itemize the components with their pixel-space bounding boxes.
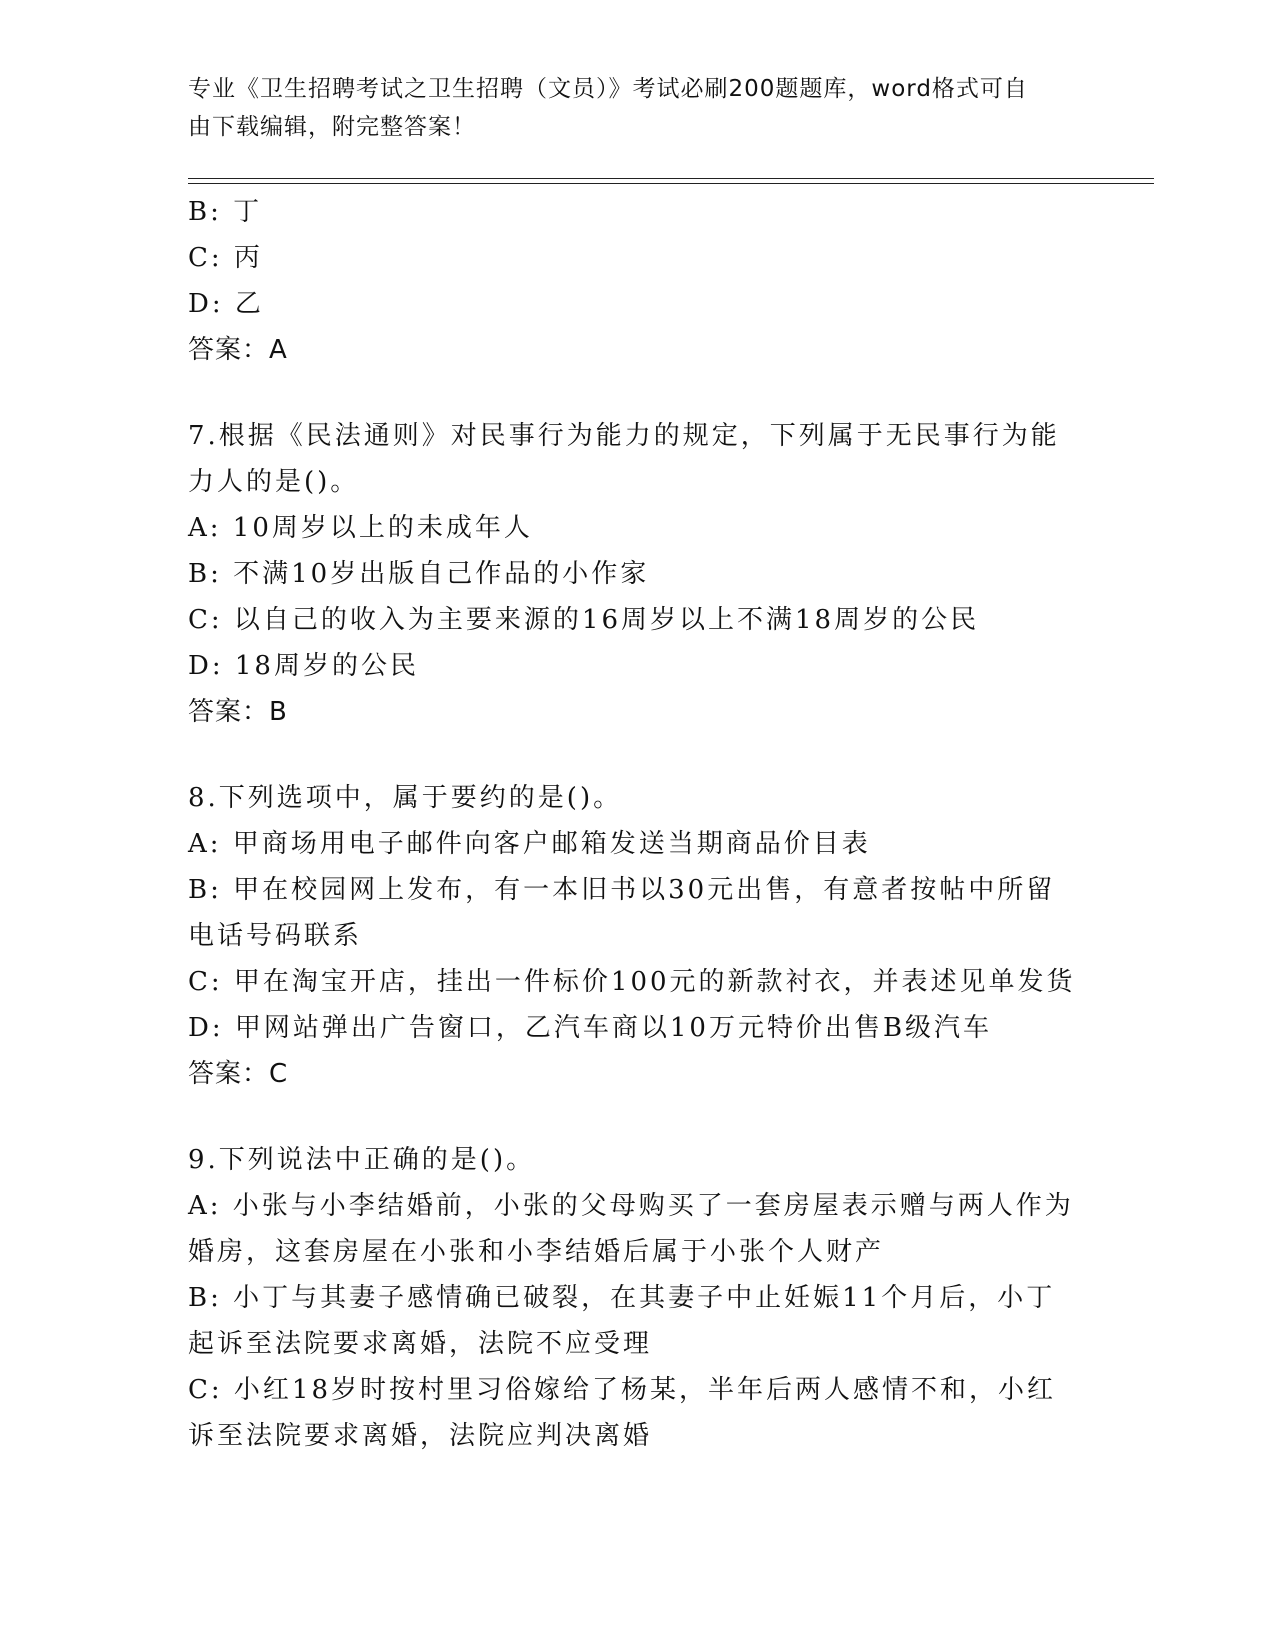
option-a-continued: 婚房，这套房屋在小张和小李结婚后属于小张个人财产 <box>188 1237 885 1267</box>
header-divider-bottom <box>188 183 1154 184</box>
question-gap <box>188 735 1088 775</box>
document-header <box>188 70 1068 146</box>
question-8 <box>188 775 1088 1097</box>
option-c: C: 丙 <box>188 243 263 273</box>
question-6-tail <box>188 189 1088 373</box>
question-stem: 8.下列选项中，属于要约的是()。 <box>188 783 623 813</box>
option-b: B: 丁 <box>188 197 263 227</box>
header-line-1: 专业《卫生招聘考试之卫生招聘（文员）》考试必刷200题题库，word格式可自 <box>188 76 1028 102</box>
option-b-continued: 起诉至法院要求离婚，法院不应受理 <box>188 1329 653 1359</box>
question-stem-continued: 力人的是()。 <box>188 467 360 497</box>
answer-label: 答案：A <box>188 335 288 365</box>
answer-label: 答案：B <box>188 697 288 727</box>
option-a: A: 10周岁以上的未成年人 <box>188 513 533 543</box>
option-b: B: 甲在校园网上发布，有一本旧书以30元出售，有意者按帖中所留 <box>188 875 1056 905</box>
option-d: D: 乙 <box>188 289 264 319</box>
option-d: D: 18周岁的公民 <box>188 651 419 681</box>
option-c-continued: 诉至法院要求离婚，法院应判决离婚 <box>188 1421 653 1451</box>
question-stem: 9.下列说法中正确的是()。 <box>188 1145 536 1175</box>
answer-label: 答案：C <box>188 1059 289 1089</box>
option-a: A: 小张与小李结婚前，小张的父母购买了一套房屋表示赠与两人作为 <box>188 1191 1074 1221</box>
header-divider-top <box>188 178 1154 179</box>
question-7 <box>188 413 1088 735</box>
question-9 <box>188 1137 1088 1459</box>
option-c: C: 以自己的收入为主要来源的16周岁以上不满18周岁的公民 <box>188 605 980 635</box>
option-c: C: 小红18岁时按村里习俗嫁给了杨某，半年后两人感情不和，小红 <box>188 1375 1057 1405</box>
question-stem: 7.根据《民法通则》对民事行为能力的规定，下列属于无民事行为能 <box>188 421 1060 451</box>
header-line-2: 由下载编辑，附完整答案！ <box>188 114 476 140</box>
question-gap <box>188 1097 1088 1137</box>
option-c: C: 甲在淘宝开店，挂出一件标价100元的新款衬衣，并表述见单发货 <box>188 967 1076 997</box>
option-b: B: 不满10岁出版自己作品的小作家 <box>188 559 650 589</box>
option-b: B: 小丁与其妻子感情确已破裂，在其妻子中止妊娠11个月后，小丁 <box>188 1283 1056 1313</box>
question-gap <box>188 373 1088 413</box>
question-content <box>188 189 1088 1459</box>
option-d: D: 甲网站弹出广告窗口，乙汽车商以10万元特价出售B级汽车 <box>188 1013 993 1043</box>
option-b-continued: 电话号码联系 <box>188 921 363 951</box>
option-a: A: 甲商场用电子邮件向客户邮箱发送当期商品价目表 <box>188 829 871 859</box>
